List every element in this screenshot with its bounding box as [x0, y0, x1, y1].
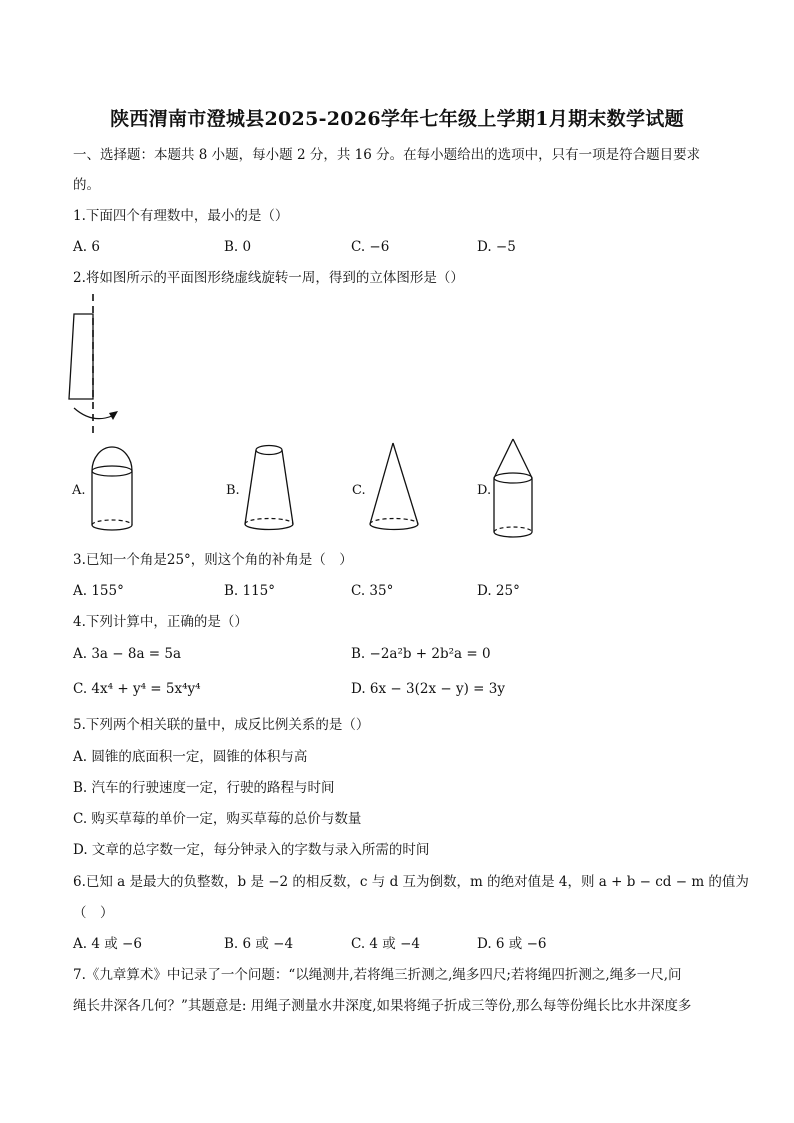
section-heading: 一、选择题：本题共 8 小题，每小题 2 分，共 16 分。在每小题给出的选项中，只有一项是符合题目要求: [73, 147, 701, 163]
question-3-option-a: A. 155°: [73, 583, 124, 599]
question-2-stem: 2.将如图所示的平面图形绕虚线旋转一周，得到的立体图形是（）: [73, 270, 464, 286]
question-5-option-c: C. 购买草莓的单价一定，购买草莓的总价与数量: [73, 811, 362, 827]
rotation-figure: [64, 292, 124, 437]
question-2-option-a: A.: [72, 483, 86, 498]
option-a-solid: [86, 443, 138, 539]
question-6-stem: 6.已知 a 是最大的负整数，b 是 −2 的相反数，c 与 d 互为倒数，m 的绝对值是 4，则 a + b − cd − m 的值为: [73, 874, 749, 890]
question-5-option-d: D. 文章的总字数一定，每分钟录入的字数与录入所需的时间: [73, 842, 430, 858]
section-heading-continued: 的。: [73, 177, 100, 193]
question-6-option-d: D. 6 或 −6: [477, 936, 547, 952]
question-4-option-d: D. 6x − 3(2x − y) = 3y: [351, 681, 505, 697]
question-5-option-a: A. 圆锥的底面积一定，圆锥的体积与高: [73, 749, 308, 765]
question-3-option-c: C. 35°: [351, 583, 394, 599]
question-3-option-b: B. 115°: [224, 583, 276, 599]
question-4-option-b: B. −2a²b + 2b²a = 0: [351, 646, 491, 662]
question-4-option-c: C. 4x⁴ + y⁴ = 5x⁴y⁴: [73, 681, 201, 697]
question-1-option-d: D. −5: [477, 239, 516, 255]
question-3-stem: 3.已知一个角是25°，则这个角的补角是（ ）: [73, 552, 353, 568]
question-1-option-c: C. −6: [351, 239, 390, 255]
question-2-option-c: C.: [352, 483, 366, 498]
question-6-stem-continued: （ ）: [73, 905, 114, 921]
question-3-option-d: D. 25°: [477, 583, 520, 599]
option-b-solid: [240, 442, 300, 538]
question-1-option-a: A. 6: [73, 239, 100, 255]
question-6-option-c: C. 4 或 −4: [351, 936, 421, 952]
question-1-option-b: B. 0: [224, 239, 252, 255]
question-4-option-a: A. 3a − 8a = 5a: [73, 646, 182, 662]
page-title: 陕西渭南市澄城县2025-2026学年七年级上学期1月期末数学试题: [110, 108, 684, 130]
question-1-stem: 1.下面四个有理数中，最小的是（）: [73, 208, 289, 224]
question-2-option-b: B.: [226, 483, 240, 498]
question-6-option-b: B. 6 或 −4: [224, 936, 294, 952]
question-4-stem: 4.下列计算中，正确的是（）: [73, 614, 248, 630]
question-2-option-d: D.: [477, 483, 492, 498]
question-7-line-1: 7.《九章算术》中记录了一个问题：“以绳测井,若将绳三折测之,绳多四尺;若将绳四折测之,绳多一尺,问: [73, 967, 682, 983]
question-5-option-b: B. 汽车的行驶速度一定，行驶的路程与时间: [73, 780, 335, 796]
option-d-solid: [490, 436, 536, 540]
question-5-stem: 5.下列两个相关联的量中，成反比例关系的是（）: [73, 717, 370, 733]
question-6-option-a: A. 4 或 −6: [73, 936, 142, 952]
option-c-solid: [365, 440, 425, 538]
question-7-line-2: 绳长井深各几何？”其题意是: 用绳子测量水井深度,如果将绳子折成三等份,那么每等份绳长比水井深度多: [73, 998, 692, 1014]
